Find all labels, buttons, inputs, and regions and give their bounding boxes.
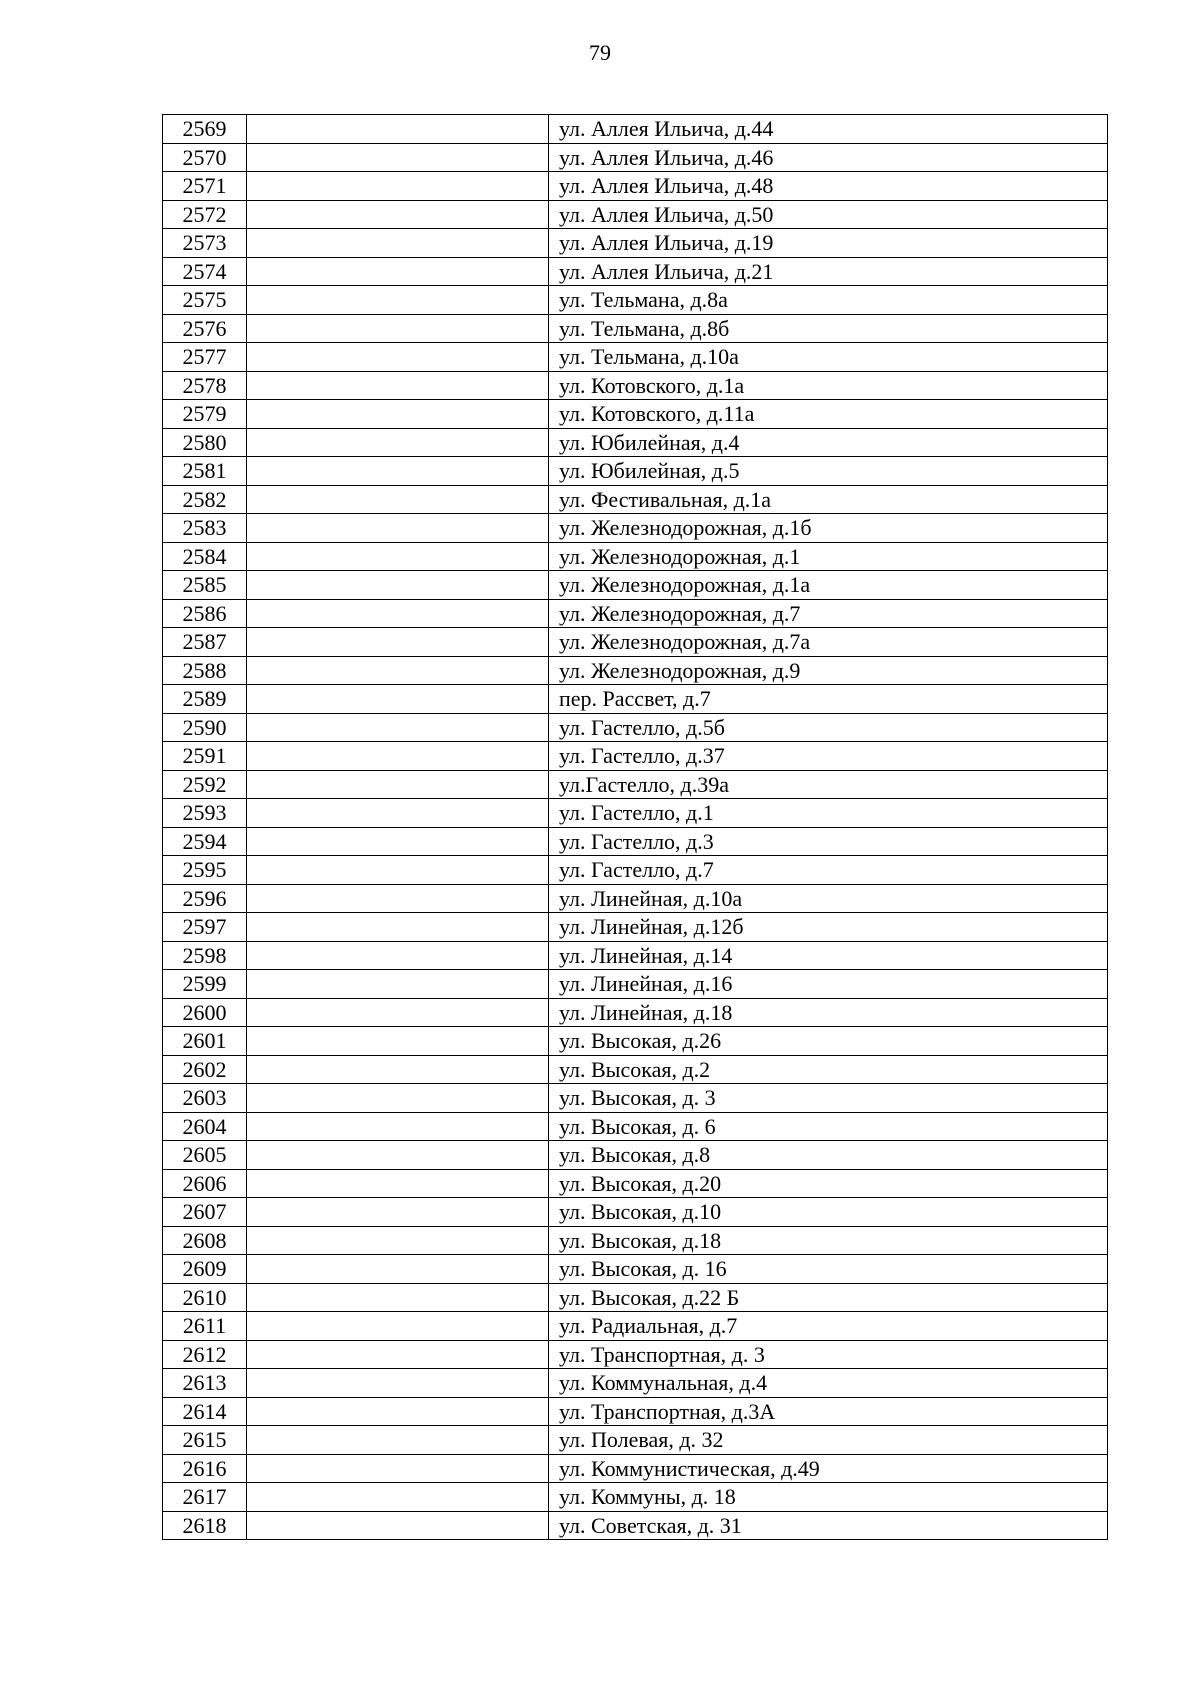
address-cell: ул. Аллея Ильича, д.21 xyxy=(549,257,1108,286)
row-number-cell: 2595 xyxy=(163,856,247,885)
empty-cell xyxy=(247,1340,549,1369)
empty-cell xyxy=(247,599,549,628)
address-cell: ул. Советская, д. 31 xyxy=(549,1511,1108,1540)
row-number-cell: 2609 xyxy=(163,1255,247,1284)
row-number-cell: 2580 xyxy=(163,428,247,457)
row-number-cell: 2601 xyxy=(163,1027,247,1056)
table-row xyxy=(163,1369,1108,1398)
row-number-cell: 2587 xyxy=(163,628,247,657)
row-number-cell: 2575 xyxy=(163,286,247,315)
table-row xyxy=(163,514,1108,543)
row-number-cell: 2574 xyxy=(163,257,247,286)
empty-cell xyxy=(247,229,549,258)
table-row xyxy=(163,314,1108,343)
address-cell: ул. Линейная, д.12б xyxy=(549,913,1108,942)
empty-cell xyxy=(247,200,549,229)
address-cell: ул. Высокая, д. 6 xyxy=(549,1112,1108,1141)
table-row xyxy=(163,1340,1108,1369)
table-row xyxy=(163,1112,1108,1141)
row-number-cell: 2582 xyxy=(163,485,247,514)
empty-cell xyxy=(247,314,549,343)
row-number-cell: 2590 xyxy=(163,713,247,742)
address-cell: ул. Железнодорожная, д.1а xyxy=(549,571,1108,600)
table-row xyxy=(163,685,1108,714)
address-cell: ул. Высокая, д.2 xyxy=(549,1055,1108,1084)
address-cell: ул. Высокая, д.22 Б xyxy=(549,1283,1108,1312)
empty-cell xyxy=(247,1511,549,1540)
row-number-cell: 2611 xyxy=(163,1312,247,1341)
row-number-cell: 2616 xyxy=(163,1454,247,1483)
address-cell: пер. Рассвет, д.7 xyxy=(549,685,1108,714)
empty-cell xyxy=(247,941,549,970)
address-cell: ул. Высокая, д.8 xyxy=(549,1141,1108,1170)
empty-cell xyxy=(247,799,549,828)
row-number-cell: 2605 xyxy=(163,1141,247,1170)
empty-cell xyxy=(247,1169,549,1198)
table-row xyxy=(163,571,1108,600)
address-cell: ул.Гастелло, д.39а xyxy=(549,770,1108,799)
row-number-cell: 2599 xyxy=(163,970,247,999)
empty-cell xyxy=(247,1397,549,1426)
empty-cell xyxy=(247,514,549,543)
row-number-cell: 2572 xyxy=(163,200,247,229)
table-row xyxy=(163,428,1108,457)
empty-cell xyxy=(247,1084,549,1113)
table-row xyxy=(163,1169,1108,1198)
table-row xyxy=(163,457,1108,486)
empty-cell xyxy=(247,713,549,742)
table-row xyxy=(163,400,1108,429)
empty-cell xyxy=(247,457,549,486)
empty-cell xyxy=(247,571,549,600)
empty-cell xyxy=(247,143,549,172)
table-row xyxy=(163,628,1108,657)
table-row xyxy=(163,1426,1108,1455)
empty-cell xyxy=(247,485,549,514)
address-cell: ул. Линейная, д.16 xyxy=(549,970,1108,999)
table-row xyxy=(163,143,1108,172)
empty-cell xyxy=(247,172,549,201)
address-cell: ул. Коммунальная, д.4 xyxy=(549,1369,1108,1398)
row-number-cell: 2576 xyxy=(163,314,247,343)
address-cell: ул. Линейная, д.18 xyxy=(549,998,1108,1027)
row-number-cell: 2581 xyxy=(163,457,247,486)
row-number-cell: 2612 xyxy=(163,1340,247,1369)
empty-cell xyxy=(247,286,549,315)
table-row xyxy=(163,998,1108,1027)
table-row xyxy=(163,286,1108,315)
table-row xyxy=(163,1141,1108,1170)
table-row xyxy=(163,485,1108,514)
address-cell: ул. Железнодорожная, д.7 xyxy=(549,599,1108,628)
table-row xyxy=(163,970,1108,999)
empty-cell xyxy=(247,1027,549,1056)
empty-cell xyxy=(247,770,549,799)
address-cell: ул. Гастелло, д.37 xyxy=(549,742,1108,771)
table-row xyxy=(163,172,1108,201)
table-row xyxy=(163,656,1108,685)
address-cell: ул. Аллея Ильича, д.50 xyxy=(549,200,1108,229)
row-number-cell: 2606 xyxy=(163,1169,247,1198)
empty-cell xyxy=(247,913,549,942)
row-number-cell: 2615 xyxy=(163,1426,247,1455)
row-number-cell: 2569 xyxy=(163,115,247,144)
row-number-cell: 2577 xyxy=(163,343,247,372)
empty-cell xyxy=(247,1112,549,1141)
empty-cell xyxy=(247,257,549,286)
empty-cell xyxy=(247,1426,549,1455)
address-cell: ул. Коммунистическая, д.49 xyxy=(549,1454,1108,1483)
empty-cell xyxy=(247,856,549,885)
empty-cell xyxy=(247,1198,549,1227)
address-cell: ул. Железнодорожная, д.9 xyxy=(549,656,1108,685)
empty-cell xyxy=(247,998,549,1027)
empty-cell xyxy=(247,1226,549,1255)
row-number-cell: 2589 xyxy=(163,685,247,714)
table-row xyxy=(163,856,1108,885)
row-number-cell: 2593 xyxy=(163,799,247,828)
row-number-cell: 2594 xyxy=(163,827,247,856)
table-row xyxy=(163,770,1108,799)
row-number-cell: 2602 xyxy=(163,1055,247,1084)
table-row xyxy=(163,1397,1108,1426)
empty-cell xyxy=(247,1312,549,1341)
row-number-cell: 2613 xyxy=(163,1369,247,1398)
row-number-cell: 2608 xyxy=(163,1226,247,1255)
table-row xyxy=(163,713,1108,742)
empty-cell xyxy=(247,685,549,714)
address-cell: ул. Гастелло, д.1 xyxy=(549,799,1108,828)
address-cell: ул. Аллея Ильича, д.46 xyxy=(549,143,1108,172)
address-cell: ул. Радиальная, д.7 xyxy=(549,1312,1108,1341)
table-row xyxy=(163,913,1108,942)
table-row xyxy=(163,229,1108,258)
empty-cell xyxy=(247,628,549,657)
row-number-cell: 2617 xyxy=(163,1483,247,1512)
empty-cell xyxy=(247,656,549,685)
row-number-cell: 2584 xyxy=(163,542,247,571)
address-cell: ул. Высокая, д. 16 xyxy=(549,1255,1108,1284)
empty-cell xyxy=(247,827,549,856)
row-number-cell: 2598 xyxy=(163,941,247,970)
address-cell: ул. Коммуны, д. 18 xyxy=(549,1483,1108,1512)
address-cell: ул. Высокая, д.10 xyxy=(549,1198,1108,1227)
row-number-cell: 2583 xyxy=(163,514,247,543)
row-number-cell: 2591 xyxy=(163,742,247,771)
address-cell: ул. Гастелло, д.7 xyxy=(549,856,1108,885)
row-number-cell: 2585 xyxy=(163,571,247,600)
address-cell: ул. Тельмана, д.10а xyxy=(549,343,1108,372)
address-cell: ул. Транспортная, д. 3 xyxy=(549,1340,1108,1369)
address-cell: ул. Высокая, д.20 xyxy=(549,1169,1108,1198)
empty-cell xyxy=(247,1483,549,1512)
row-number-cell: 2618 xyxy=(163,1511,247,1540)
empty-cell xyxy=(247,428,549,457)
row-number-cell: 2610 xyxy=(163,1283,247,1312)
row-number-cell: 2571 xyxy=(163,172,247,201)
row-number-cell: 2614 xyxy=(163,1397,247,1426)
table-row xyxy=(163,257,1108,286)
table-row xyxy=(163,1055,1108,1084)
table-row xyxy=(163,1198,1108,1227)
address-cell: ул. Аллея Ильича, д.48 xyxy=(549,172,1108,201)
address-cell: ул. Железнодорожная, д.7а xyxy=(549,628,1108,657)
address-cell: ул. Высокая, д. 3 xyxy=(549,1084,1108,1113)
address-cell: ул. Котовского, д.11а xyxy=(549,400,1108,429)
address-cell: ул. Высокая, д.18 xyxy=(549,1226,1108,1255)
address-cell: ул. Транспортная, д.3А xyxy=(549,1397,1108,1426)
empty-cell xyxy=(247,884,549,913)
empty-cell xyxy=(247,115,549,144)
empty-cell xyxy=(247,542,549,571)
empty-cell xyxy=(247,371,549,400)
table-row xyxy=(163,115,1108,144)
table-row xyxy=(163,827,1108,856)
empty-cell xyxy=(247,1255,549,1284)
table-row xyxy=(163,343,1108,372)
table-row xyxy=(163,799,1108,828)
address-cell: ул. Тельмана, д.8б xyxy=(549,314,1108,343)
address-table xyxy=(162,114,1108,1540)
table-row xyxy=(163,1312,1108,1341)
row-number-cell: 2578 xyxy=(163,371,247,400)
empty-cell xyxy=(247,1454,549,1483)
table-row xyxy=(163,941,1108,970)
address-cell: ул. Фестивальная, д.1а xyxy=(549,485,1108,514)
address-cell: ул. Железнодорожная, д.1б xyxy=(549,514,1108,543)
table-row xyxy=(163,200,1108,229)
table-row xyxy=(163,884,1108,913)
table-row xyxy=(163,1226,1108,1255)
table-row xyxy=(163,1483,1108,1512)
address-cell: ул. Юбилейная, д.5 xyxy=(549,457,1108,486)
row-number-cell: 2604 xyxy=(163,1112,247,1141)
row-number-cell: 2607 xyxy=(163,1198,247,1227)
row-number-cell: 2603 xyxy=(163,1084,247,1113)
address-cell: ул. Полевая, д. 32 xyxy=(549,1426,1108,1455)
address-cell: ул. Аллея Ильича, д.19 xyxy=(549,229,1108,258)
page-number: 79 xyxy=(589,40,611,65)
address-cell: ул. Аллея Ильича, д.44 xyxy=(549,115,1108,144)
empty-cell xyxy=(247,742,549,771)
empty-cell xyxy=(247,1055,549,1084)
row-number-cell: 2588 xyxy=(163,656,247,685)
table-row xyxy=(163,742,1108,771)
table-row xyxy=(163,1511,1108,1540)
address-cell: ул. Высокая, д.26 xyxy=(549,1027,1108,1056)
empty-cell xyxy=(247,1141,549,1170)
empty-cell xyxy=(247,343,549,372)
table-row xyxy=(163,1255,1108,1284)
row-number-cell: 2592 xyxy=(163,770,247,799)
address-cell: ул. Линейная, д.10а xyxy=(549,884,1108,913)
address-cell: ул. Железнодорожная, д.1 xyxy=(549,542,1108,571)
row-number-cell: 2579 xyxy=(163,400,247,429)
row-number-cell: 2570 xyxy=(163,143,247,172)
row-number-cell: 2596 xyxy=(163,884,247,913)
table-row xyxy=(163,371,1108,400)
empty-cell xyxy=(247,400,549,429)
table-row xyxy=(163,1027,1108,1056)
table-row xyxy=(163,1283,1108,1312)
row-number-cell: 2597 xyxy=(163,913,247,942)
address-cell: ул. Линейная, д.14 xyxy=(549,941,1108,970)
address-cell: ул. Юбилейная, д.4 xyxy=(549,428,1108,457)
address-cell: ул. Котовского, д.1а xyxy=(549,371,1108,400)
empty-cell xyxy=(247,970,549,999)
table-row xyxy=(163,599,1108,628)
address-table-body xyxy=(163,115,1108,1540)
address-cell: ул. Гастелло, д.3 xyxy=(549,827,1108,856)
row-number-cell: 2573 xyxy=(163,229,247,258)
table-row xyxy=(163,1084,1108,1113)
table-row xyxy=(163,542,1108,571)
row-number-cell: 2586 xyxy=(163,599,247,628)
address-cell: ул. Гастелло, д.5б xyxy=(549,713,1108,742)
row-number-cell: 2600 xyxy=(163,998,247,1027)
table-row xyxy=(163,1454,1108,1483)
empty-cell xyxy=(247,1369,549,1398)
empty-cell xyxy=(247,1283,549,1312)
address-cell: ул. Тельмана, д.8а xyxy=(549,286,1108,315)
